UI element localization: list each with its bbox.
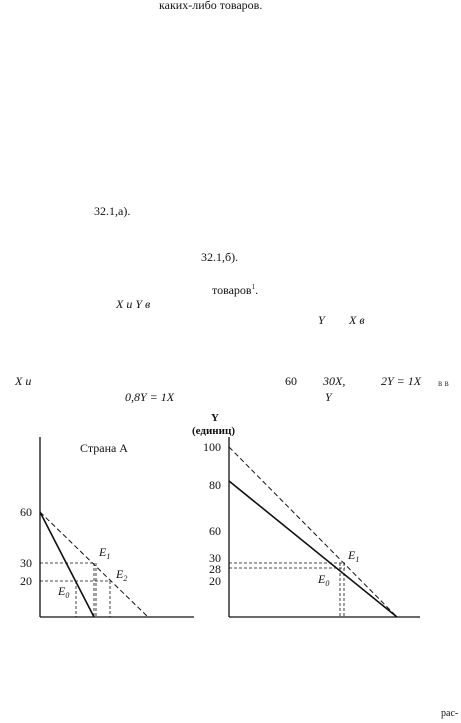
chart-b-ytick-100: 100 [203,440,221,454]
chart-a-solid-line [40,512,94,617]
text-line-7-b: 30X, [323,374,346,388]
chart-b-ylabel: Y [211,412,219,424]
chart-b-ytick-80: 80 [209,478,221,492]
chart-a-ytick-20: 20 [20,574,32,588]
chart-b-dashed-line [229,447,397,617]
chart-b-ytick-60: 60 [209,524,221,538]
chart-b-ytick-28: 28 [209,562,221,576]
text-line-8-a: 0,8Y = 1X [125,390,175,404]
chart-b-ytick-20: 20 [209,574,221,588]
chart-b-ytick-30: 30 [209,551,221,565]
chart-a-ytick-30: 30 [20,556,32,570]
text-line-7-x: X и [15,374,32,388]
text-line-7-tail: в в [438,378,449,388]
chart-a [20,437,194,617]
chart-b [192,412,420,617]
text-line-3: 32.1,б). [201,250,239,264]
chart-b-point-e0: $E_0$ [318,572,330,588]
chart-b-solid-line [229,481,397,617]
text-line-4-word: товаров [212,283,252,297]
text-line-7-a: 60 [285,374,297,388]
chart-a-point-e0: $E_0$ [58,584,70,600]
chart-b-ylabel-units: (единиц) [192,425,235,437]
text-line-6-x: X в [349,313,365,327]
chart-a-point-e2: $E_2$ [116,567,128,583]
chart-a-ytick-60: 60 [20,505,32,519]
text-line-5: X и Y в [116,297,151,311]
text-line-4-end: . [255,283,259,297]
text-line-7-c: 2Y = 1X [381,374,422,388]
chart-a-title: Страна А [80,441,128,455]
chart-b-point-e1: $E_1$ [348,548,360,564]
text-line-8-b: Y [325,390,332,404]
text-line-2: 32.1,а). [94,204,131,218]
text-line-1: каких-либо товаров. [159,0,263,12]
text-line-6-y: Y [318,313,325,327]
footnote-mark: 1 [251,283,256,291]
chart-a-point-e1: $E_1$ [99,545,111,561]
footer-text: рас- [441,708,459,719]
